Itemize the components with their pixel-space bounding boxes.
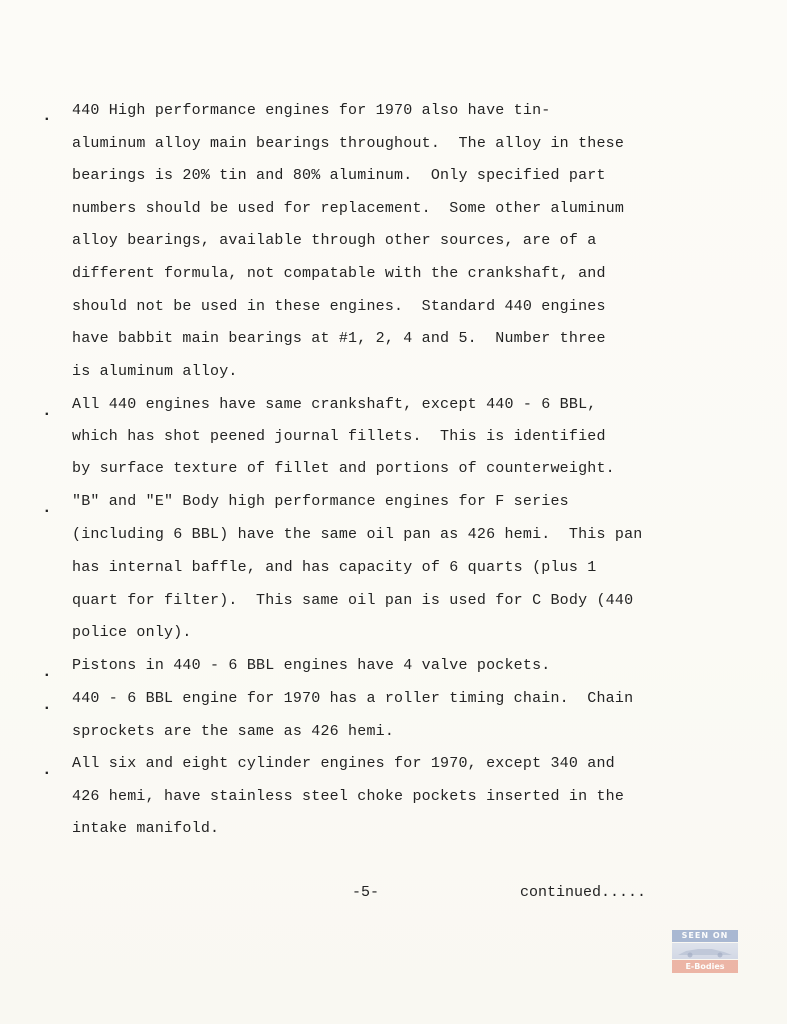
text-line: have babbit main bearings at #1, 2, 4 and 5. Number three — [72, 330, 606, 347]
watermark-car-icon — [672, 943, 738, 959]
text-line: by surface texture of fillet and portions of counterweight. — [72, 460, 615, 477]
bullet-marker: . — [42, 402, 52, 420]
watermark-logo — [672, 930, 738, 974]
text-line: All six and eight cylinder engines for 1970, except 340 and — [72, 755, 615, 772]
text-line: sprockets are the same as 426 hemi. — [72, 723, 395, 740]
text-line: 440 - 6 BBL engine for 1970 has a roller timing chain. Chain — [72, 690, 634, 707]
watermark-bottom-text: E-Bodies — [672, 960, 738, 973]
car-silhouette-icon — [672, 943, 738, 959]
continued-label: continued..... — [520, 884, 647, 901]
page-number: -5- — [352, 884, 380, 901]
text-line: intake manifold. — [72, 820, 220, 837]
bullet-marker: . — [42, 663, 52, 681]
text-line: quart for filter). This same oil pan is used for C Body (440 — [72, 592, 634, 609]
text-line: (including 6 BBL) have the same oil pan as 426 hemi. This pan — [72, 526, 643, 543]
text-line: is aluminum alloy. — [72, 363, 238, 380]
text-line: police only). — [72, 624, 192, 641]
watermark-top-text: SEEN ON — [672, 930, 738, 942]
text-line: 440 High performance engines for 1970 also have tin- — [72, 102, 551, 119]
text-line: alloy bearings, available through other sources, are of a — [72, 232, 597, 249]
text-line: aluminum alloy main bearings throughout. The alloy in these — [72, 135, 625, 152]
text-line: numbers should be used for replacement. Some other aluminum — [72, 200, 625, 217]
text-line: All 440 engines have same crankshaft, except 440 - 6 BBL, — [72, 396, 597, 413]
text-line: which has shot peened journal fillets. This is identified — [72, 428, 606, 445]
bullet-marker: . — [42, 107, 52, 125]
text-line: different formula, not compatable with the crankshaft, and — [72, 265, 606, 282]
bullet-marker: . — [42, 761, 52, 779]
text-line: Pistons in 440 - 6 BBL engines have 4 valve pockets. — [72, 657, 551, 674]
text-line: "B" and "E" Body high performance engines for F series — [72, 493, 569, 510]
text-line: has internal baffle, and has capacity of 6 quarts (plus 1 — [72, 559, 597, 576]
text-line: bearings is 20% tin and 80% aluminum. Only specified part — [72, 167, 606, 184]
text-line: 426 hemi, have stainless steel choke pockets inserted in the — [72, 788, 625, 805]
text-line: should not be used in these engines. Standard 440 engines — [72, 298, 606, 315]
bullet-marker: . — [42, 696, 52, 714]
bullet-marker: . — [42, 499, 52, 517]
